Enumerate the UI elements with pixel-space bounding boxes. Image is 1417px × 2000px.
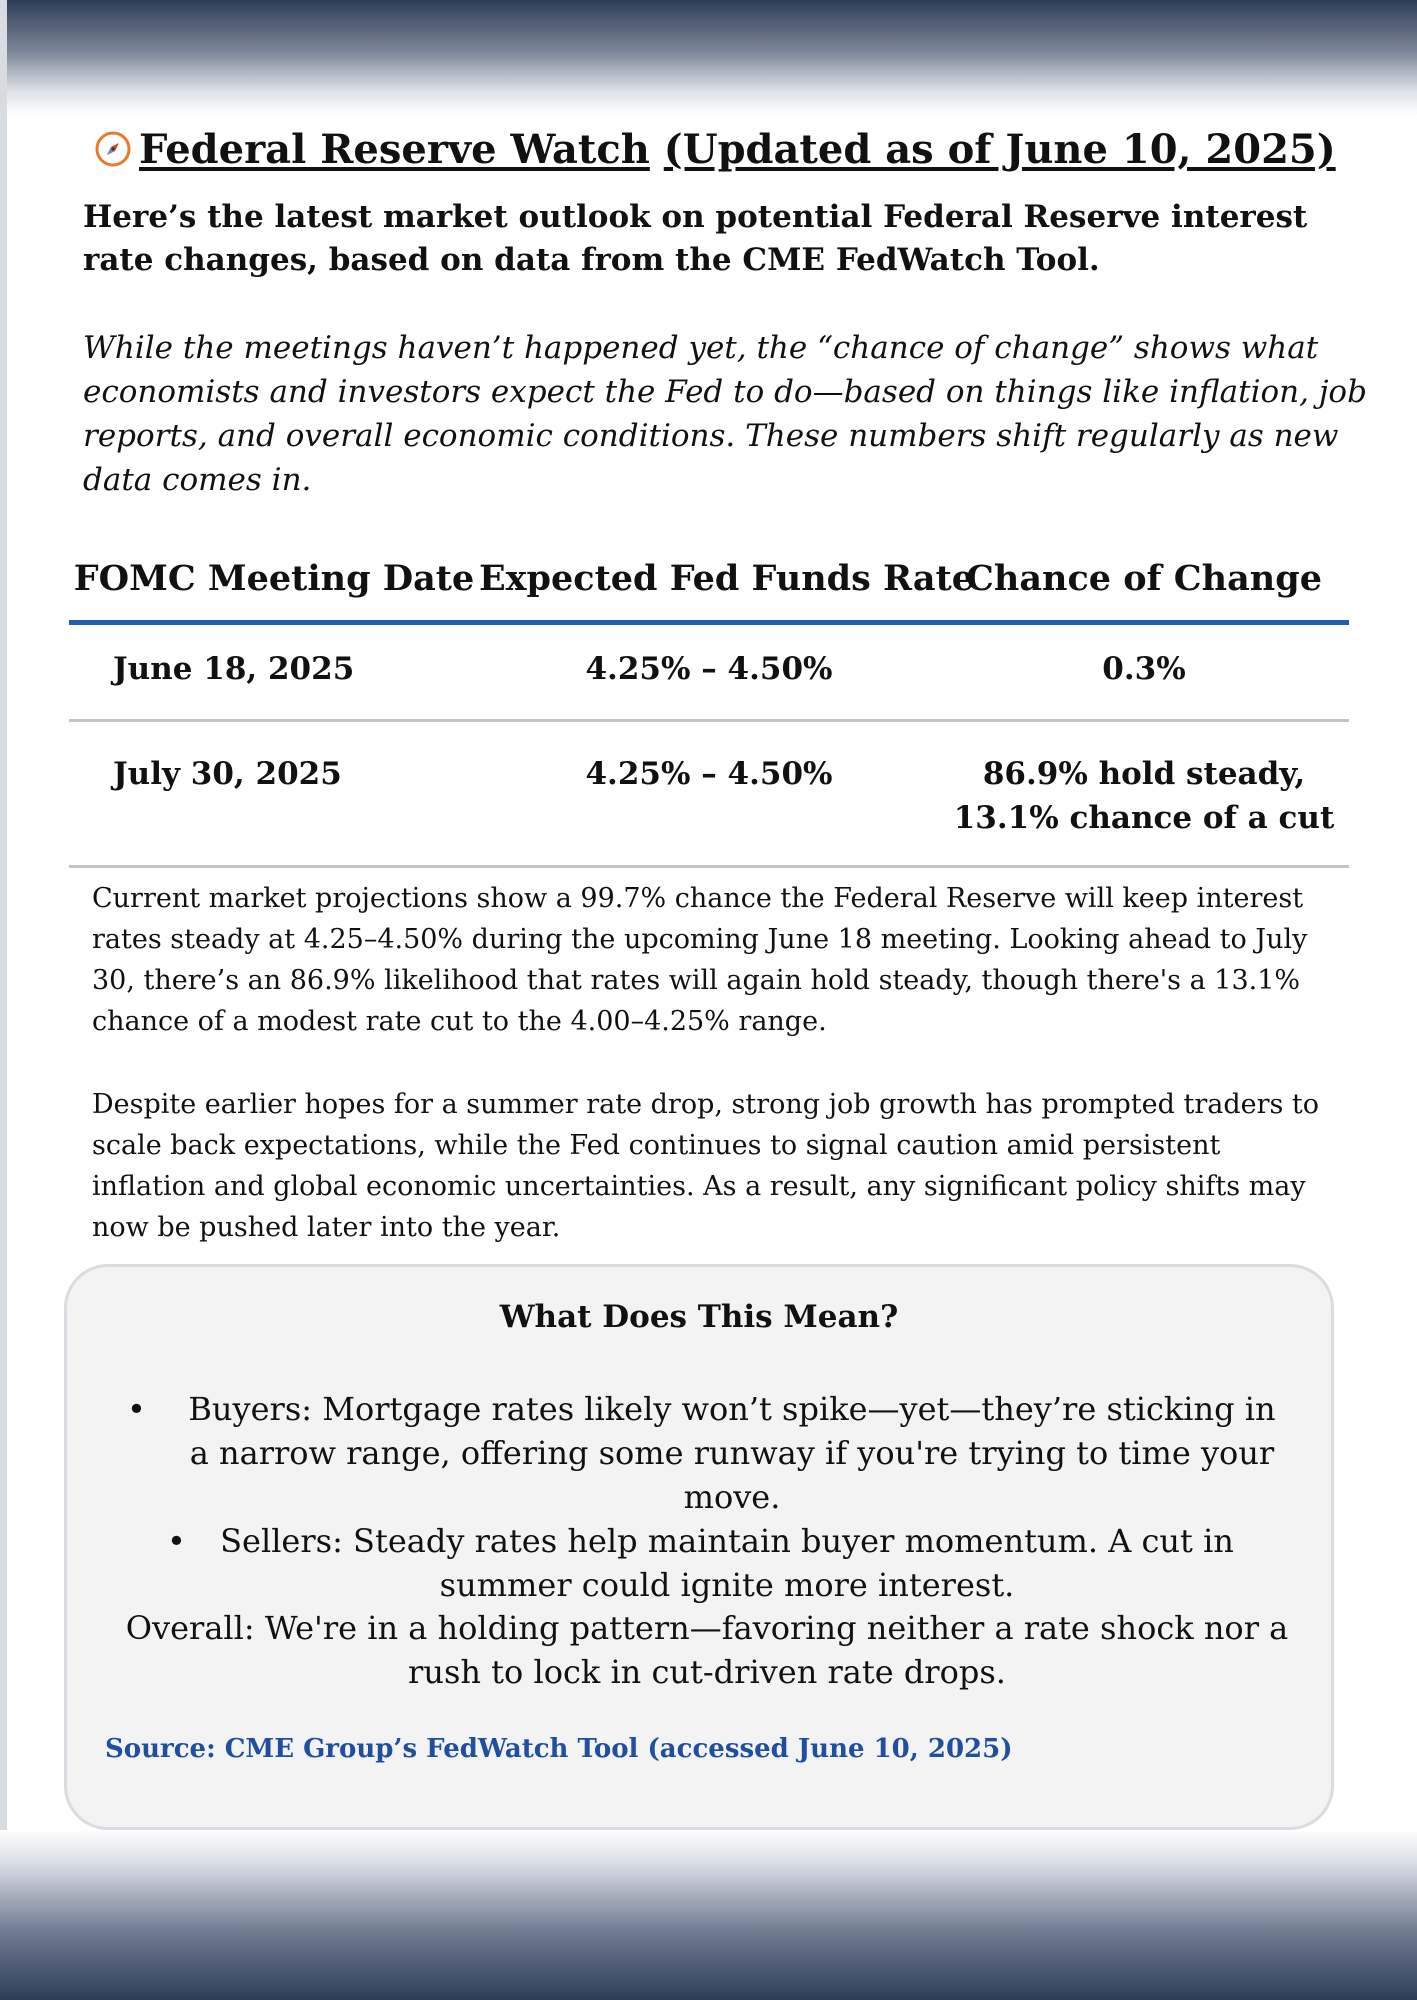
expected-rate-cell: 4.25% – 4.50% (479, 721, 939, 867)
chance-of-change-cell: 0.3% (939, 623, 1349, 721)
buyers-bullet-text: Buyers: Mortgage rates likely won’t spike—yet—they’re sticking in a narrow range, offering some runway if you're trying to time your move. (188, 1390, 1276, 1516)
page-title (95, 122, 1355, 178)
left-edge-strip (0, 0, 7, 2000)
header-meeting-date: FOMC Meeting Date (69, 548, 479, 623)
title-link[interactable]: Federal Reserve Watch (139, 126, 650, 173)
sellers-bullet-text: Sellers: Steady rates help maintain buyer momentum. A cut in summer could ignite more interest. (220, 1522, 1234, 1604)
bullet-dot: • (127, 1390, 146, 1428)
list-item (107, 1519, 1307, 1607)
compass-icon (95, 126, 131, 162)
market-projection-paragraph: Current market projections show a 99.7% chance the Federal Reserve will keep interest rates steady at 4.25–4.50% during the upcoming June 18 meeting. Looking ahead to July 30, there’s an 86.9% likelihood that rates will again hold steady, though there's a 13.1% chance of a modest rate cut to the 4.00–4.25% range. (92, 883, 1308, 1037)
summary-bullet-list (107, 1387, 1307, 1607)
source-citation: Source: CME Group’s FedWatch Tool (accessed June 10, 2025) (105, 1734, 1013, 1764)
list-item (107, 1387, 1307, 1519)
bottom-gradient-band (0, 1830, 1417, 2000)
top-gradient-band (0, 0, 1417, 115)
overall-summary-text: Overall: We're in a holding pattern—favoring neither a rate shock nor a rush to lock in cut-driven rate drops. (125, 1609, 1289, 1691)
meeting-date-cell: June 18, 2025 (69, 623, 479, 721)
bullet-dot: • (167, 1522, 186, 1560)
expected-rate-cell: 4.25% – 4.50% (479, 623, 939, 721)
explanatory-note: While the meetings haven’t happened yet, the “chance of change” shows what economists and investors expect the Fed to do—based on things like inflation, job reports, and overall economic conditions. These numbers shift regularly as new data comes in. (83, 330, 1367, 498)
title-updated-date: (Updated as of June 10, 2025) (663, 126, 1336, 173)
header-chance-of-change: Chance of Change (939, 548, 1349, 623)
fomc-rate-table (69, 548, 1349, 868)
summary-title: What Does This Mean? (499, 1299, 899, 1335)
header-expected-rate: Expected Fed Funds Rate (479, 548, 939, 623)
meeting-date-cell: July 30, 2025 (69, 721, 479, 867)
table-header-row (69, 548, 1349, 623)
summary-box (64, 1264, 1334, 1830)
table-row (69, 721, 1349, 867)
chance-of-change-cell: 86.9% hold steady, 13.1% chance of a cut (939, 721, 1349, 867)
outlook-paragraph: Despite earlier hopes for a summer rate drop, strong job growth has prompted traders to scale back expectations, while the Fed continues to signal caution amid persistent inflation and global economic uncertainties. As a result, any significant policy shifts may now be pushed later into the year. (92, 1089, 1320, 1243)
table-row (69, 623, 1349, 721)
intro-text: Here’s the latest market outlook on potential Federal Reserve interest rate changes, based on data from the CME FedWatch Tool. (83, 199, 1308, 278)
